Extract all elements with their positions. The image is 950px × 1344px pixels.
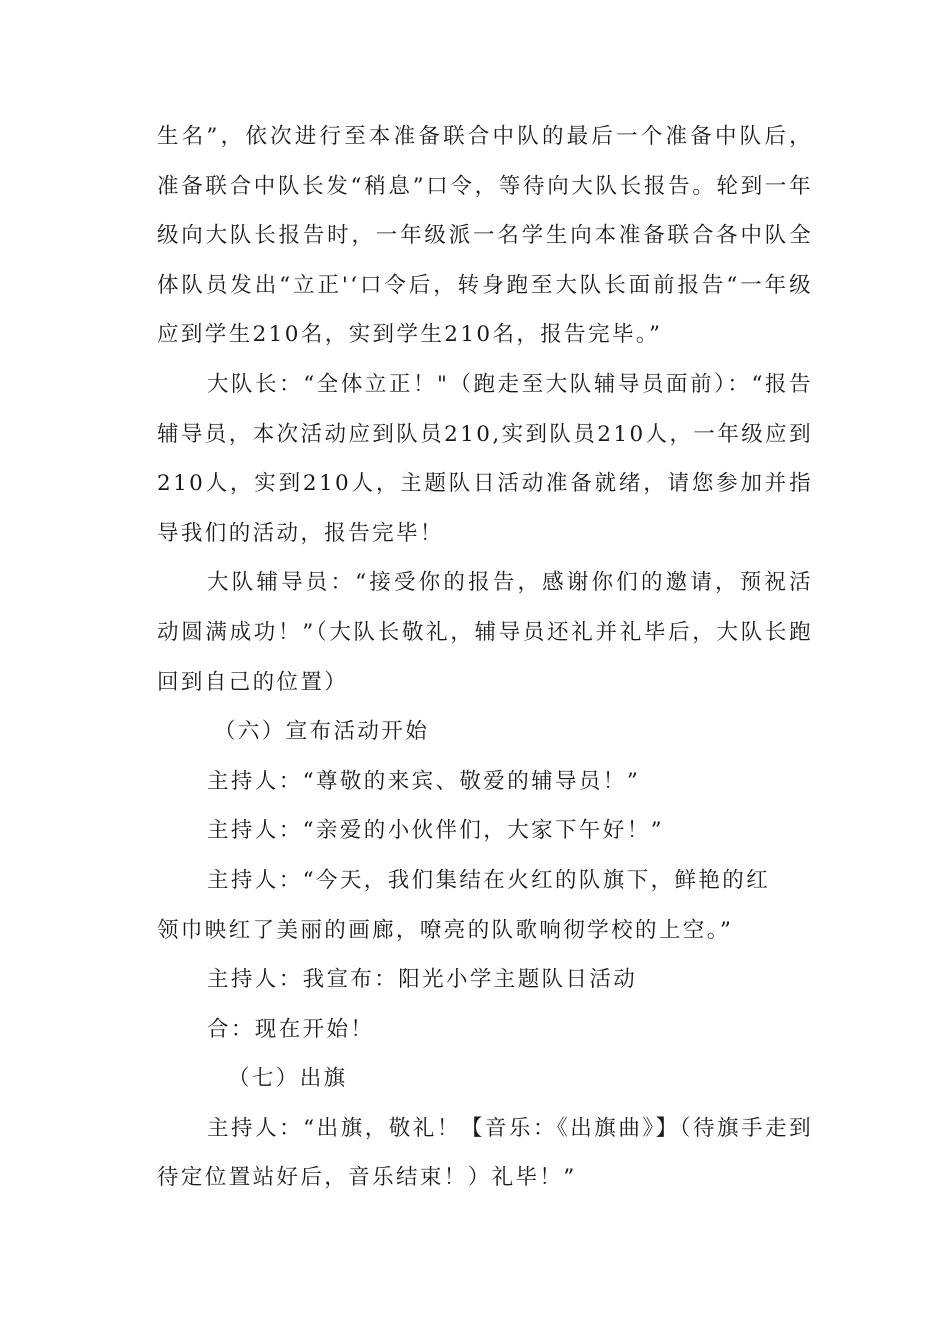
paragraph-host-greeting-guests: 主持人：“尊敬的来宾、敬爱的辅导员！” <box>207 768 641 794</box>
paragraph-report-lineup: 生名”，依次进行至本准备联合中队的最后一个准备中队后，准备联合中队长发“稍息”口令，等待向大队长报告。轮到一年级向大队长报告时，一年级派一名学生向本准备联合各中队全体队员发出“立正'‘口令后，转身跑至大队长面前报告“一年级应到学生210名，实到学生210名，报告完毕。” <box>157 124 813 348</box>
section-heading-announce-start: （六）宣布活动开始 <box>214 719 430 745</box>
paragraph-captain-report: 大队长：“全体立正！"（跑走至大队辅导员面前）：“报告辅导员，本次活动应到队员210,实到队员210人，一年级应到210人，实到210人，主题队日活动准备就绪，请您参加并指导我们的活动，报告完毕！ <box>157 371 813 546</box>
paragraph-flag-salute: 主持人：“出旗，敬礼！【音乐：《出旗曲》】（待旗手走到待定位置站好后，音乐结束！）礼毕！” <box>157 1115 813 1191</box>
paragraph-together-start: 合：现在开始！ <box>207 1016 375 1042</box>
document-page <box>157 112 813 1203</box>
paragraph-host-today: 主持人：“今天，我们集结在火红的队旗下，鲜艳的红 <box>207 867 771 893</box>
paragraph-host-announce: 主持人：我宣布：阳光小学主题队日活动 <box>207 967 638 993</box>
section-heading-flag-entry: （七）出旗 <box>228 1066 348 1092</box>
paragraph-host-greeting-friends: 主持人：“亲爱的小伙伴们，大家下午好！” <box>207 818 664 844</box>
paragraph-counselor-reply: 大队辅导员：“接受你的报告，感谢你们的邀请，预祝活动圆满成功！”（大队长敬礼，辅导员还礼并礼毕后，大队长跑回到自己的位置） <box>157 570 813 695</box>
paragraph-host-today-continued: 领巾映红了美丽的画廊，嘹亮的队歌响彻学校的上空。” <box>157 917 734 943</box>
